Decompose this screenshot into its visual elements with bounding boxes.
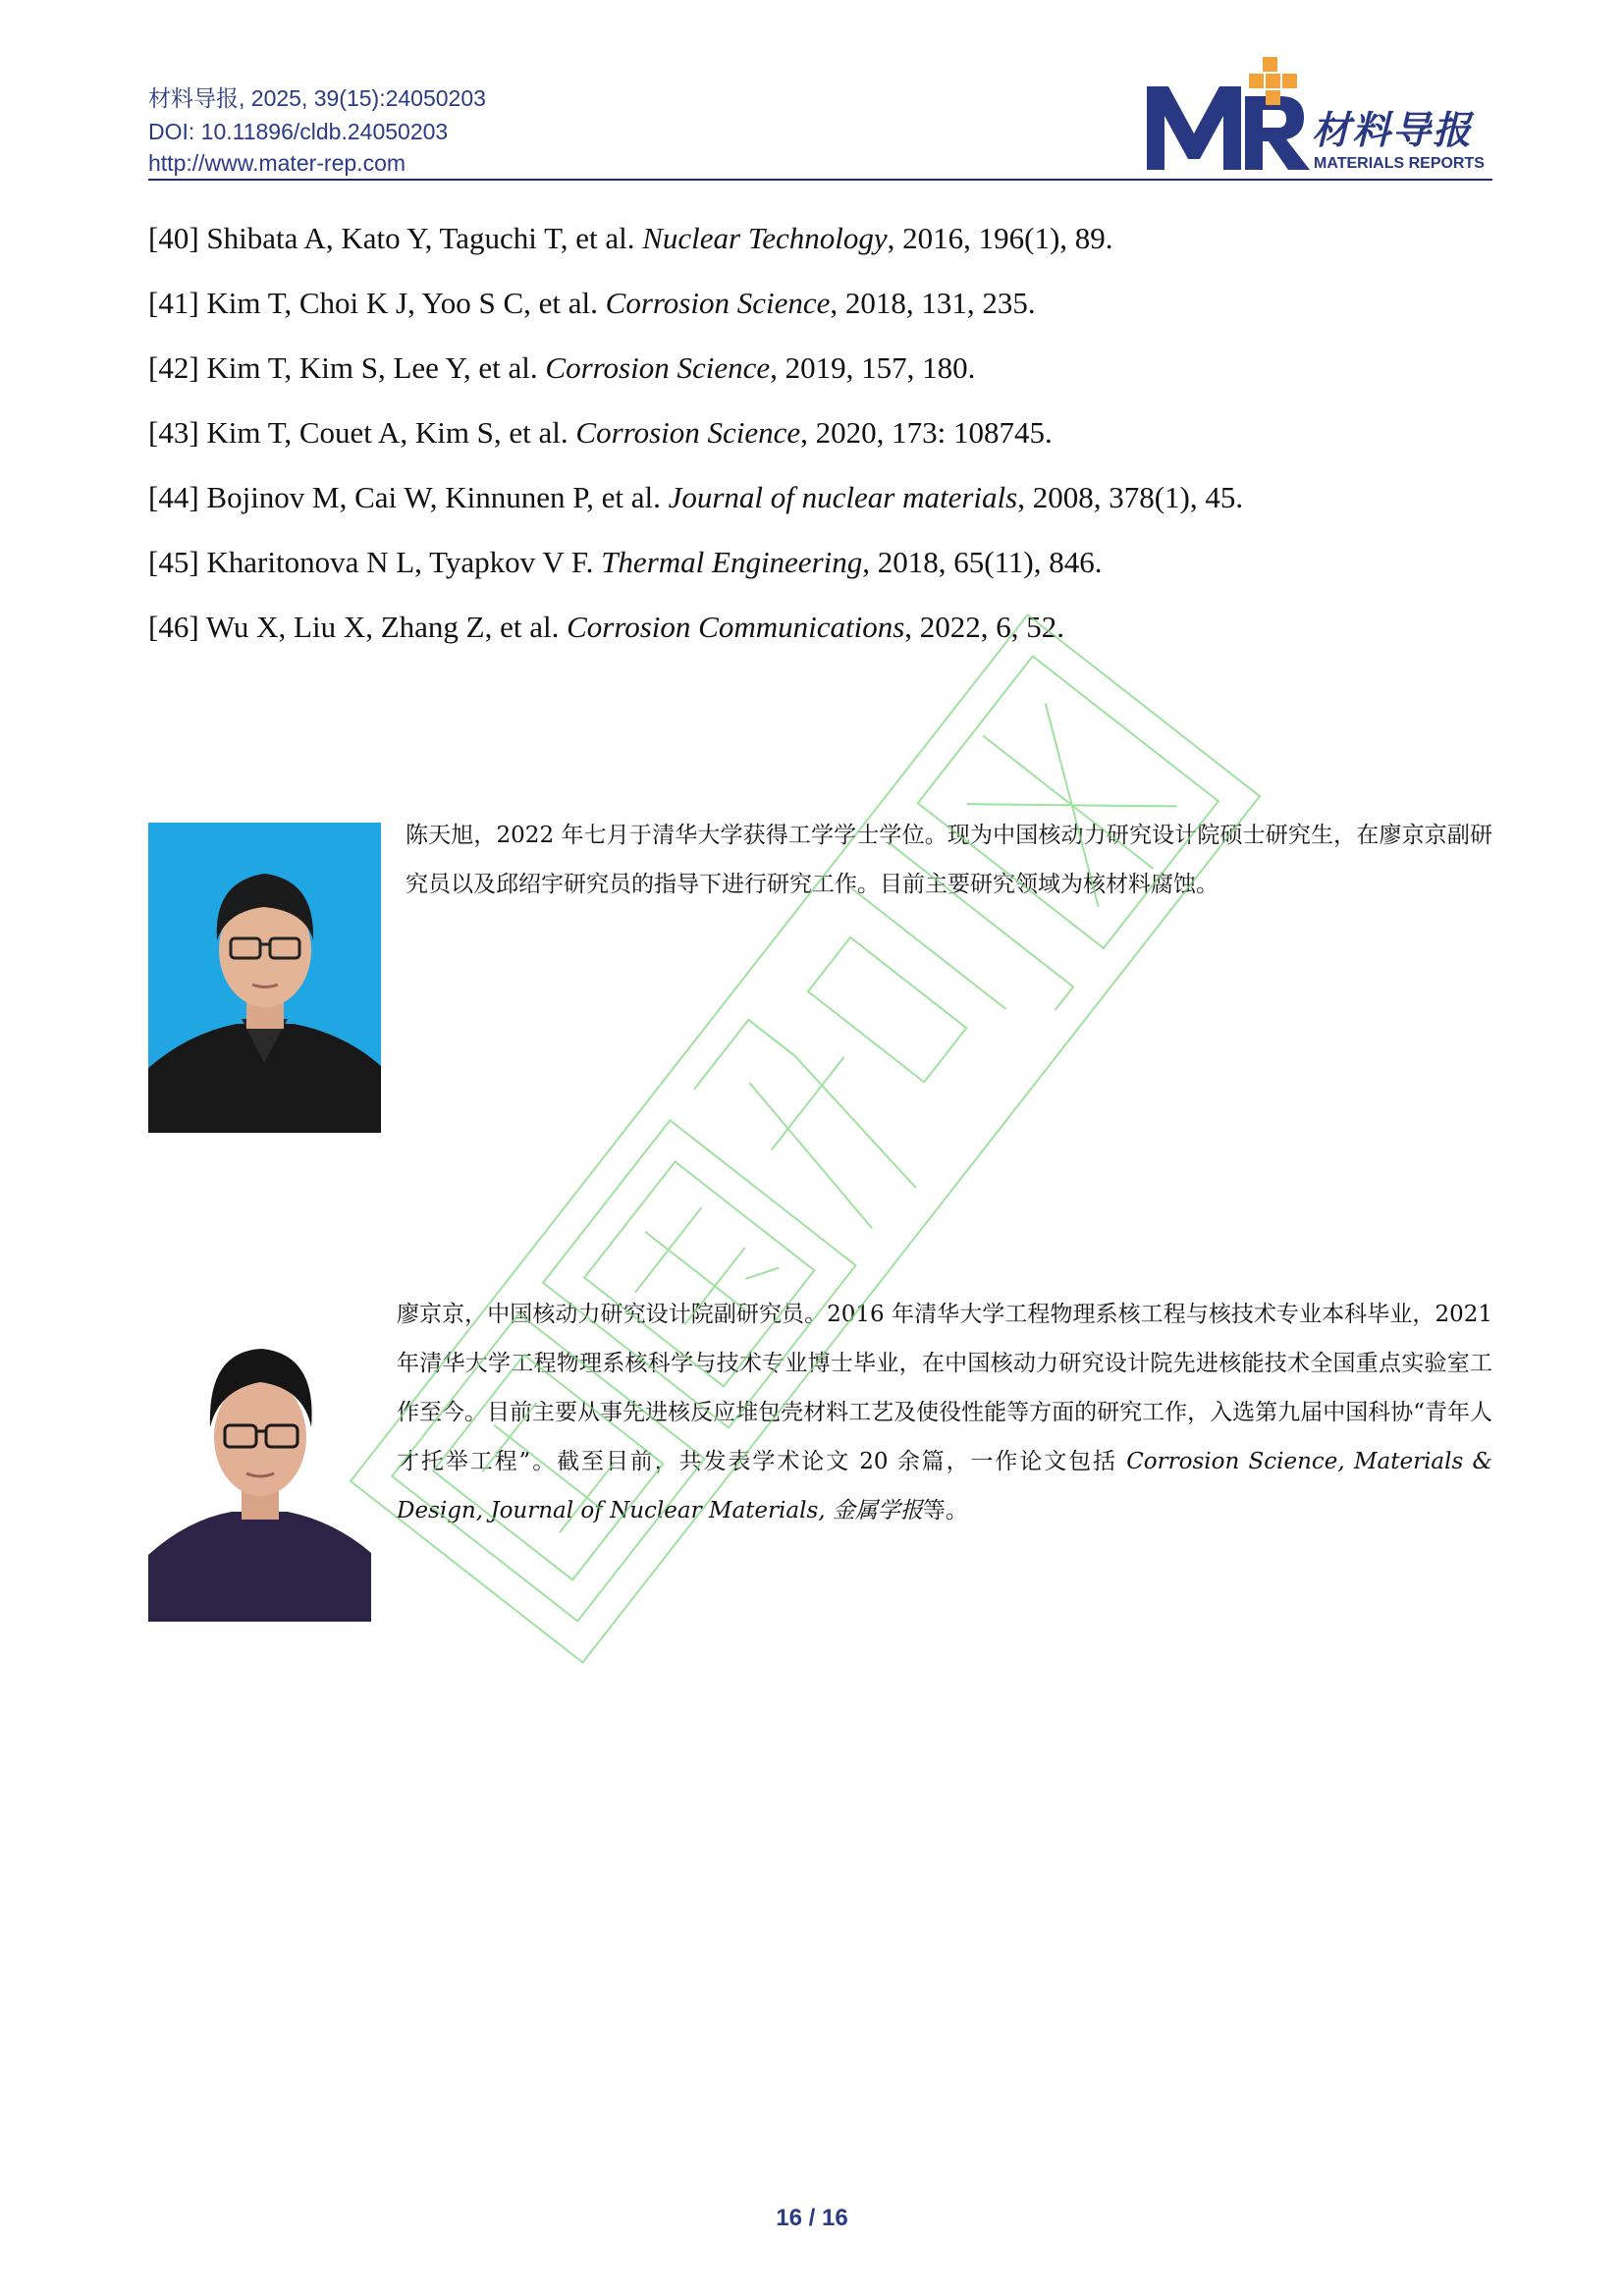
- header-divider: [148, 179, 1492, 181]
- reference-item: [44] Bojinov M, Cai W, Kinnunen P, et al. Journal of nuclear materials, 2008, 378(1), 45.: [148, 480, 1244, 514]
- logo-chinese-text: 材料导报: [1312, 108, 1474, 153]
- materials-reports-logo: [1145, 57, 1492, 175]
- reference-item: [41] Kim T, Choi K J, Yoo S C, et al. Corrosion Science, 2018, 131, 235.: [148, 286, 1036, 320]
- author-photo-1: [148, 823, 381, 1133]
- reference-item: [46] Wu X, Liu X, Zhang Z, et al. Corrosion Communications, 2022, 6, 52.: [148, 610, 1065, 644]
- page-number: 16 / 16: [776, 2205, 848, 2231]
- author-photo-2: [148, 1311, 371, 1622]
- author-bio-2: 廖京京，中国核动力研究设计院副研究员。2016 年清华大学工程物理系核工程与核技术专业本科毕业，2021 年清华大学工程物理系核科学与技术专业博士毕业，在中国核动力研究设计院先进核能技术全国重点实验室工作至今。目前主要从事先进核反应堆包壳材料工艺及使役性能等方面的研究工作，入选第九届中国科协“青年人才托举工程”。截至目前，共发表学术论文 20 余篇，一作论文包括 Corrosion Science, Materials & Design, Journal of Nuclear Materials, 金属学报等。: [397, 1302, 1492, 1523]
- author-bio-1: 陈天旭，2022 年七月于清华大学获得工学学士学位。现为中国核动力研究设计院硕士研究生，在廖京京副研究员以及邱绍宇研究员的指导下进行研究工作。目前主要研究领域为核材料腐蚀。: [406, 823, 1492, 897]
- reference-item: [43] Kim T, Couet A, Kim S, et al. Corrosion Science, 2020, 173: 108745.: [148, 415, 1053, 450]
- reference-list: [148, 206, 1492, 660]
- journal-citation: 材料导报, 2025, 39(15):24050203: [148, 85, 486, 111]
- reference-item: [42] Kim T, Kim S, Lee Y, et al. Corrosion Science, 2019, 157, 180.: [148, 350, 976, 385]
- reference-item: [40] Shibata A, Kato Y, Taguchi T, et al. Nuclear Technology, 2016, 196(1), 89.: [148, 221, 1113, 255]
- logo-english-text: MATERIALS REPORTS: [1314, 155, 1485, 172]
- doi-text: DOI: 10.11896/cldb.24050203: [148, 119, 449, 144]
- reference-item: [45] Kharitonova N L, Tyapkov V F. Thermal Engineering, 2018, 65(11), 846.: [148, 545, 1103, 579]
- journal-url[interactable]: http://www.mater-rep.com: [148, 150, 406, 176]
- mr-logo-mark: [1145, 57, 1317, 175]
